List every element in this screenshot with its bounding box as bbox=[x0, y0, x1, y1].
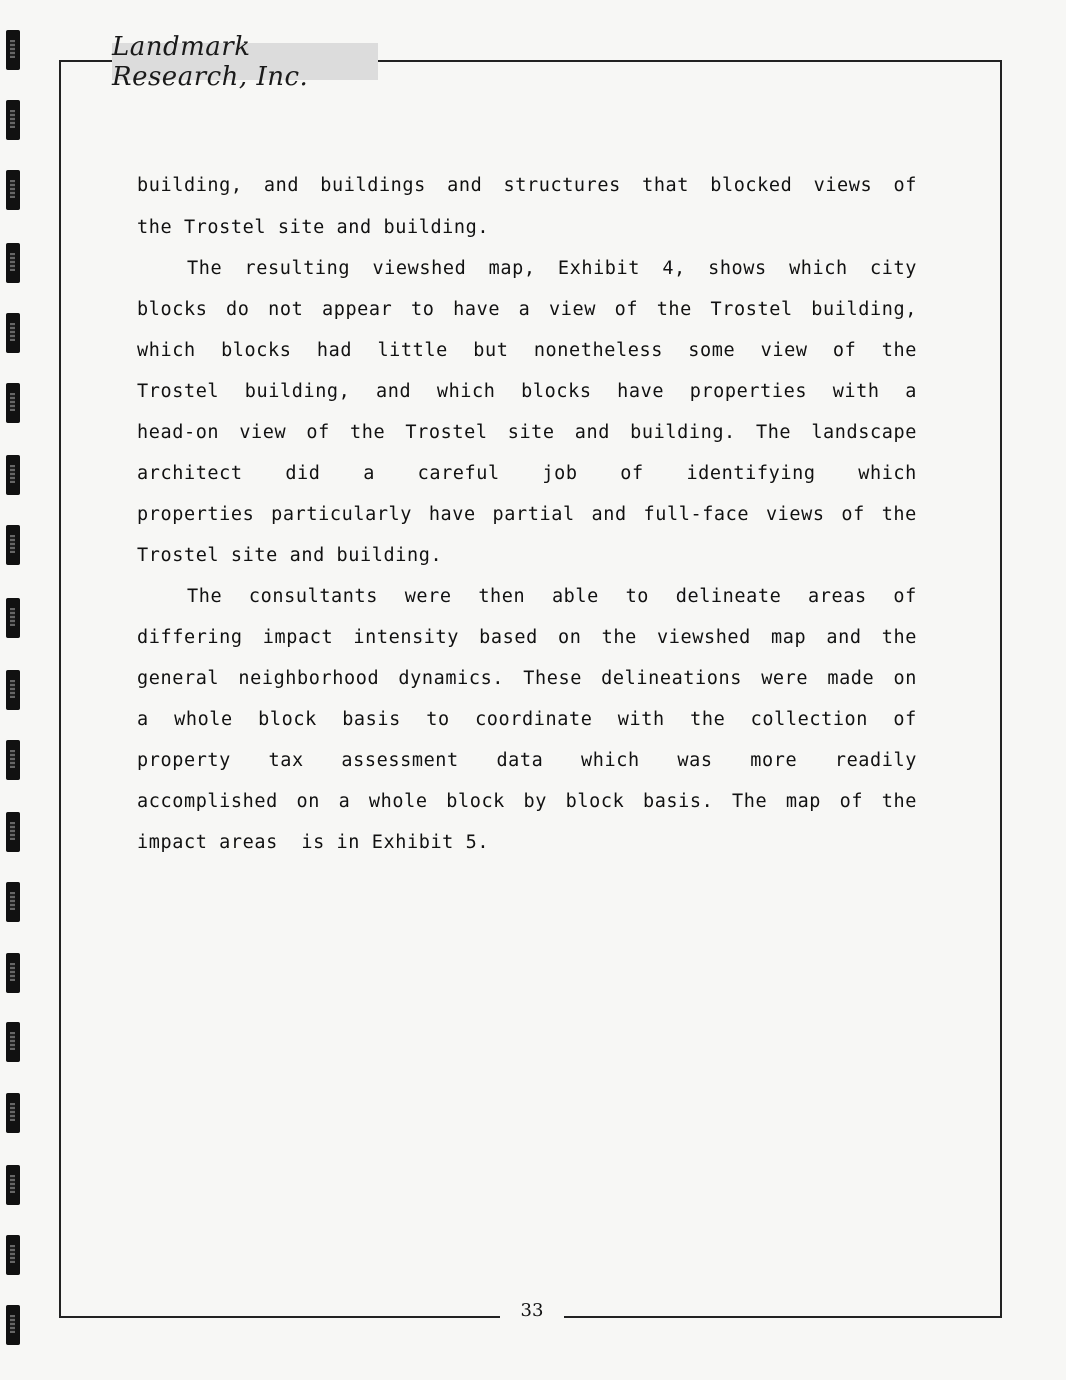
word: and bbox=[376, 381, 412, 402]
binding-hole bbox=[6, 100, 20, 140]
text-line: impact areas is in Exhibit 5. bbox=[137, 832, 490, 853]
text-line bbox=[137, 422, 917, 443]
word: Trostel bbox=[405, 422, 488, 443]
word: delineate bbox=[675, 586, 782, 607]
word: The bbox=[187, 258, 223, 279]
binding-hole bbox=[6, 525, 20, 565]
word: was bbox=[677, 750, 713, 771]
word: to bbox=[426, 709, 450, 730]
word: architect bbox=[137, 463, 243, 484]
word: of bbox=[306, 422, 330, 443]
word: careful bbox=[417, 463, 500, 484]
word: not bbox=[268, 299, 304, 320]
word: These bbox=[523, 668, 582, 689]
binding-hole bbox=[6, 30, 20, 70]
word: The bbox=[187, 586, 223, 607]
text-line bbox=[137, 340, 917, 361]
text-line bbox=[137, 709, 917, 730]
word: able bbox=[551, 586, 599, 607]
word: blocks bbox=[137, 299, 208, 320]
word: particularly bbox=[271, 504, 413, 525]
word: of bbox=[620, 463, 644, 484]
word: consultants bbox=[248, 586, 379, 607]
word: on bbox=[558, 627, 582, 648]
word: map bbox=[785, 791, 822, 812]
word: site bbox=[507, 422, 555, 443]
text-line bbox=[137, 791, 917, 812]
word: identifying bbox=[686, 463, 816, 484]
word: of bbox=[841, 504, 865, 525]
word: viewshed bbox=[372, 258, 467, 279]
word: building, bbox=[137, 175, 243, 196]
logo-text: Landmark Research, Inc. bbox=[112, 31, 309, 92]
word: head-on bbox=[137, 422, 220, 443]
word: and bbox=[591, 504, 627, 525]
word: accomplished bbox=[137, 791, 278, 812]
word: of bbox=[893, 175, 917, 196]
word: city bbox=[870, 258, 917, 279]
text-line bbox=[137, 463, 917, 484]
binding-hole bbox=[6, 812, 20, 852]
word: that bbox=[642, 175, 690, 196]
word: map bbox=[771, 627, 807, 648]
word: but bbox=[473, 340, 509, 361]
word: nonetheless bbox=[533, 340, 663, 361]
text-line bbox=[137, 750, 917, 771]
word: based bbox=[479, 627, 538, 648]
word: more bbox=[750, 750, 798, 771]
word: of bbox=[893, 709, 917, 730]
word: have bbox=[428, 504, 476, 525]
word: were bbox=[404, 586, 452, 607]
word: general bbox=[137, 668, 220, 689]
word: had bbox=[316, 340, 353, 361]
word: structures bbox=[503, 175, 621, 196]
word: assessment bbox=[341, 750, 459, 771]
word: and bbox=[263, 175, 300, 196]
binding-hole bbox=[6, 598, 20, 638]
binding-holes bbox=[6, 0, 22, 1380]
word: do bbox=[226, 299, 250, 320]
word: did bbox=[285, 463, 321, 484]
word: which bbox=[436, 381, 496, 402]
word: areas bbox=[808, 586, 867, 607]
word: some bbox=[688, 340, 736, 361]
binding-hole bbox=[6, 243, 20, 283]
word: The bbox=[732, 791, 768, 812]
word: little bbox=[377, 340, 448, 361]
word: and bbox=[826, 627, 862, 648]
word: building. bbox=[630, 422, 736, 443]
word: the bbox=[881, 791, 917, 812]
word: delineations bbox=[601, 668, 742, 689]
word: viewshed bbox=[657, 627, 751, 648]
word: a bbox=[338, 791, 351, 812]
word: a bbox=[363, 463, 375, 484]
word: the bbox=[601, 627, 637, 648]
word: with bbox=[617, 709, 665, 730]
word: dynamics. bbox=[398, 668, 505, 689]
word: collection bbox=[750, 709, 869, 730]
word: buildings bbox=[320, 175, 426, 196]
binding-hole bbox=[6, 170, 20, 210]
word: which bbox=[137, 340, 196, 361]
word: block bbox=[446, 791, 505, 812]
text-line bbox=[137, 381, 917, 402]
binding-hole bbox=[6, 455, 20, 495]
binding-hole bbox=[6, 670, 20, 710]
word: building, bbox=[244, 381, 351, 402]
word: to bbox=[411, 299, 435, 320]
word: the bbox=[656, 299, 692, 320]
word: differing bbox=[137, 627, 243, 648]
word: the bbox=[690, 709, 726, 730]
word: of bbox=[832, 340, 857, 361]
word: 4, bbox=[662, 258, 686, 279]
word: have bbox=[617, 381, 665, 402]
binding-hole bbox=[6, 313, 20, 353]
word: blocks bbox=[221, 340, 292, 361]
word: of bbox=[614, 299, 639, 320]
word: a bbox=[905, 381, 917, 402]
word: and bbox=[447, 175, 483, 196]
binding-hole bbox=[6, 1235, 20, 1275]
word: intensity bbox=[353, 627, 460, 648]
word: on bbox=[296, 791, 320, 812]
word: neighborhood bbox=[238, 668, 380, 689]
word: blocks bbox=[521, 381, 592, 402]
word: basis bbox=[342, 709, 401, 730]
word: the bbox=[881, 627, 917, 648]
word: partial bbox=[492, 504, 575, 525]
text-line bbox=[137, 299, 917, 320]
word: have bbox=[453, 299, 501, 320]
binding-hole bbox=[6, 882, 20, 922]
word: views bbox=[813, 175, 873, 196]
word: block bbox=[565, 791, 625, 812]
page-number: 33 bbox=[500, 1298, 564, 1324]
text-line bbox=[137, 504, 917, 525]
word: by bbox=[523, 791, 548, 812]
word: view bbox=[549, 299, 596, 320]
word: resulting bbox=[244, 258, 351, 279]
binding-hole bbox=[6, 740, 20, 780]
word: and bbox=[574, 422, 611, 443]
word: landscape bbox=[811, 422, 917, 443]
text-line: the Trostel site and building. bbox=[137, 217, 490, 238]
word: block bbox=[258, 709, 317, 730]
word: basis. bbox=[642, 791, 714, 812]
text-line bbox=[137, 586, 917, 607]
word: a bbox=[137, 709, 149, 730]
word: which bbox=[581, 750, 640, 771]
binding-hole bbox=[6, 1165, 20, 1205]
word: then bbox=[478, 586, 526, 607]
word: of bbox=[893, 586, 917, 607]
word: view bbox=[239, 422, 287, 443]
text-line bbox=[137, 175, 917, 196]
word: to bbox=[625, 586, 650, 607]
company-logo bbox=[112, 31, 378, 92]
word: blocked bbox=[710, 175, 793, 196]
word: full-face bbox=[643, 504, 750, 525]
word: whole bbox=[368, 791, 428, 812]
word: with bbox=[832, 381, 880, 402]
word: Trostel bbox=[710, 299, 793, 320]
word: map, bbox=[488, 258, 536, 279]
word: appear bbox=[321, 299, 393, 320]
word: of bbox=[839, 791, 864, 812]
text-line bbox=[137, 627, 917, 648]
word: which bbox=[858, 463, 917, 484]
binding-hole bbox=[6, 1022, 20, 1062]
word: impact bbox=[262, 627, 334, 648]
word: view bbox=[760, 340, 808, 361]
word: property bbox=[137, 750, 231, 771]
word: shows bbox=[708, 258, 767, 279]
binding-hole bbox=[6, 1093, 20, 1133]
word: building, bbox=[811, 299, 917, 320]
text-line bbox=[137, 258, 917, 279]
word: the bbox=[881, 504, 917, 525]
word: which bbox=[789, 258, 848, 279]
binding-hole bbox=[6, 383, 20, 423]
word: the bbox=[881, 340, 917, 361]
word: Exhibit bbox=[557, 258, 641, 279]
word: job bbox=[542, 463, 578, 484]
word: a bbox=[518, 299, 531, 320]
word: on bbox=[893, 668, 917, 689]
text-line bbox=[137, 668, 917, 689]
binding-hole bbox=[6, 953, 20, 993]
word: whole bbox=[174, 709, 233, 730]
text-line: Trostel site and building. bbox=[137, 545, 443, 566]
word: data bbox=[496, 750, 544, 771]
word: made bbox=[827, 668, 875, 689]
word: views bbox=[765, 504, 825, 525]
word: tax bbox=[268, 750, 304, 771]
word: readily bbox=[834, 750, 917, 771]
binding-hole bbox=[6, 1305, 20, 1345]
word: properties bbox=[689, 381, 808, 402]
word: were bbox=[761, 668, 809, 689]
word: the bbox=[350, 422, 386, 443]
word: The bbox=[755, 422, 792, 443]
word: coordinate bbox=[475, 709, 593, 730]
page-frame bbox=[59, 60, 1002, 1318]
word: properties bbox=[137, 504, 255, 525]
word: Trostel bbox=[137, 381, 220, 402]
